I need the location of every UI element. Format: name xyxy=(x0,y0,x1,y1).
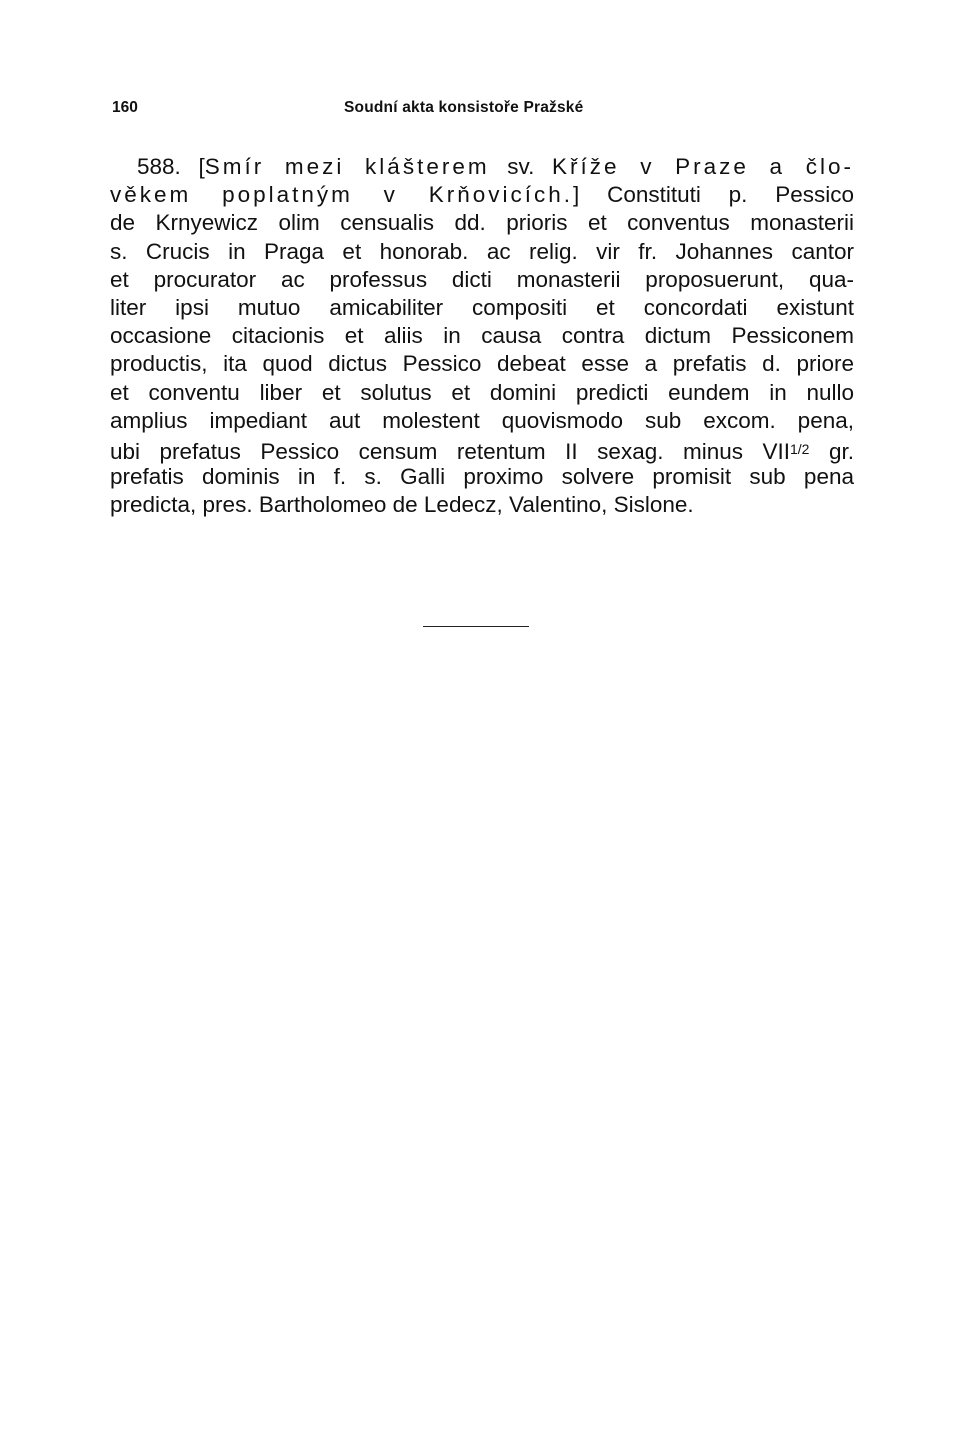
text-line xyxy=(110,350,854,378)
text-segment: liter ipsi mutuo amicabiliter compositi et concordati existunt xyxy=(110,294,854,320)
text-line xyxy=(110,491,854,519)
text-segment: prefatis dominis in f. s. Galli proximo solvere promisit sub pena xyxy=(110,464,854,490)
text-segment: s. Crucis in Praga et honorab. ac relig. vir fr. Johannes cantor xyxy=(110,238,854,264)
text-line xyxy=(110,322,854,350)
fraction: 1/2 xyxy=(790,440,810,457)
text-line xyxy=(110,407,854,435)
text-segment: amplius impediant aut molestent quovismodo sub excom. pena, xyxy=(110,407,854,433)
text-line xyxy=(110,209,854,237)
text-line xyxy=(110,435,854,463)
text-segment: productis, ita quod dictus Pessico debeat esse a prefatis d. priore xyxy=(110,351,854,377)
text-segment: 588. [ xyxy=(137,154,205,179)
page-header xyxy=(112,96,852,120)
spaced-heading-text: Kříže v Praze a člo- xyxy=(552,154,854,179)
text-segment: gr. xyxy=(809,438,854,464)
text-line xyxy=(110,463,854,491)
text-segment: sv. xyxy=(489,154,553,179)
section-rule xyxy=(423,626,529,627)
text-line xyxy=(110,181,854,209)
text-segment: ] Constituti p. Pessico xyxy=(573,182,854,208)
text-segment: et conventu liber et solutus et domini predicti eundem in nullo xyxy=(110,379,854,405)
text-segment: occasione citacionis et aliis in causa contra dictum Pessiconem xyxy=(110,323,854,349)
spaced-heading-text: věkem poplatným v Krňovicích. xyxy=(110,182,574,208)
text-line xyxy=(110,266,854,294)
text-line xyxy=(110,379,854,407)
text-segment: de Krnyewicz olim censualis dd. prioris et conventus monasterii xyxy=(110,210,854,236)
text-line xyxy=(110,238,854,266)
text-segment: et procurator ac professus dicti monasterii proposuerunt, qua- xyxy=(110,266,854,292)
running-title: Soudní akta konsistoře Pražské xyxy=(344,99,584,116)
text-line xyxy=(110,294,854,322)
text-segment: ubi prefatus Pessico censum retentum II sexag. minus VII xyxy=(110,438,790,464)
entry-588 xyxy=(110,153,854,519)
text-line xyxy=(110,153,854,181)
spaced-heading-text: Smír mezi klášterem xyxy=(204,154,490,179)
page-number: 160 xyxy=(112,99,138,116)
text-segment: predicta, pres. Bartholomeo de Ledecz, Valentino, Sislone. xyxy=(110,492,694,518)
